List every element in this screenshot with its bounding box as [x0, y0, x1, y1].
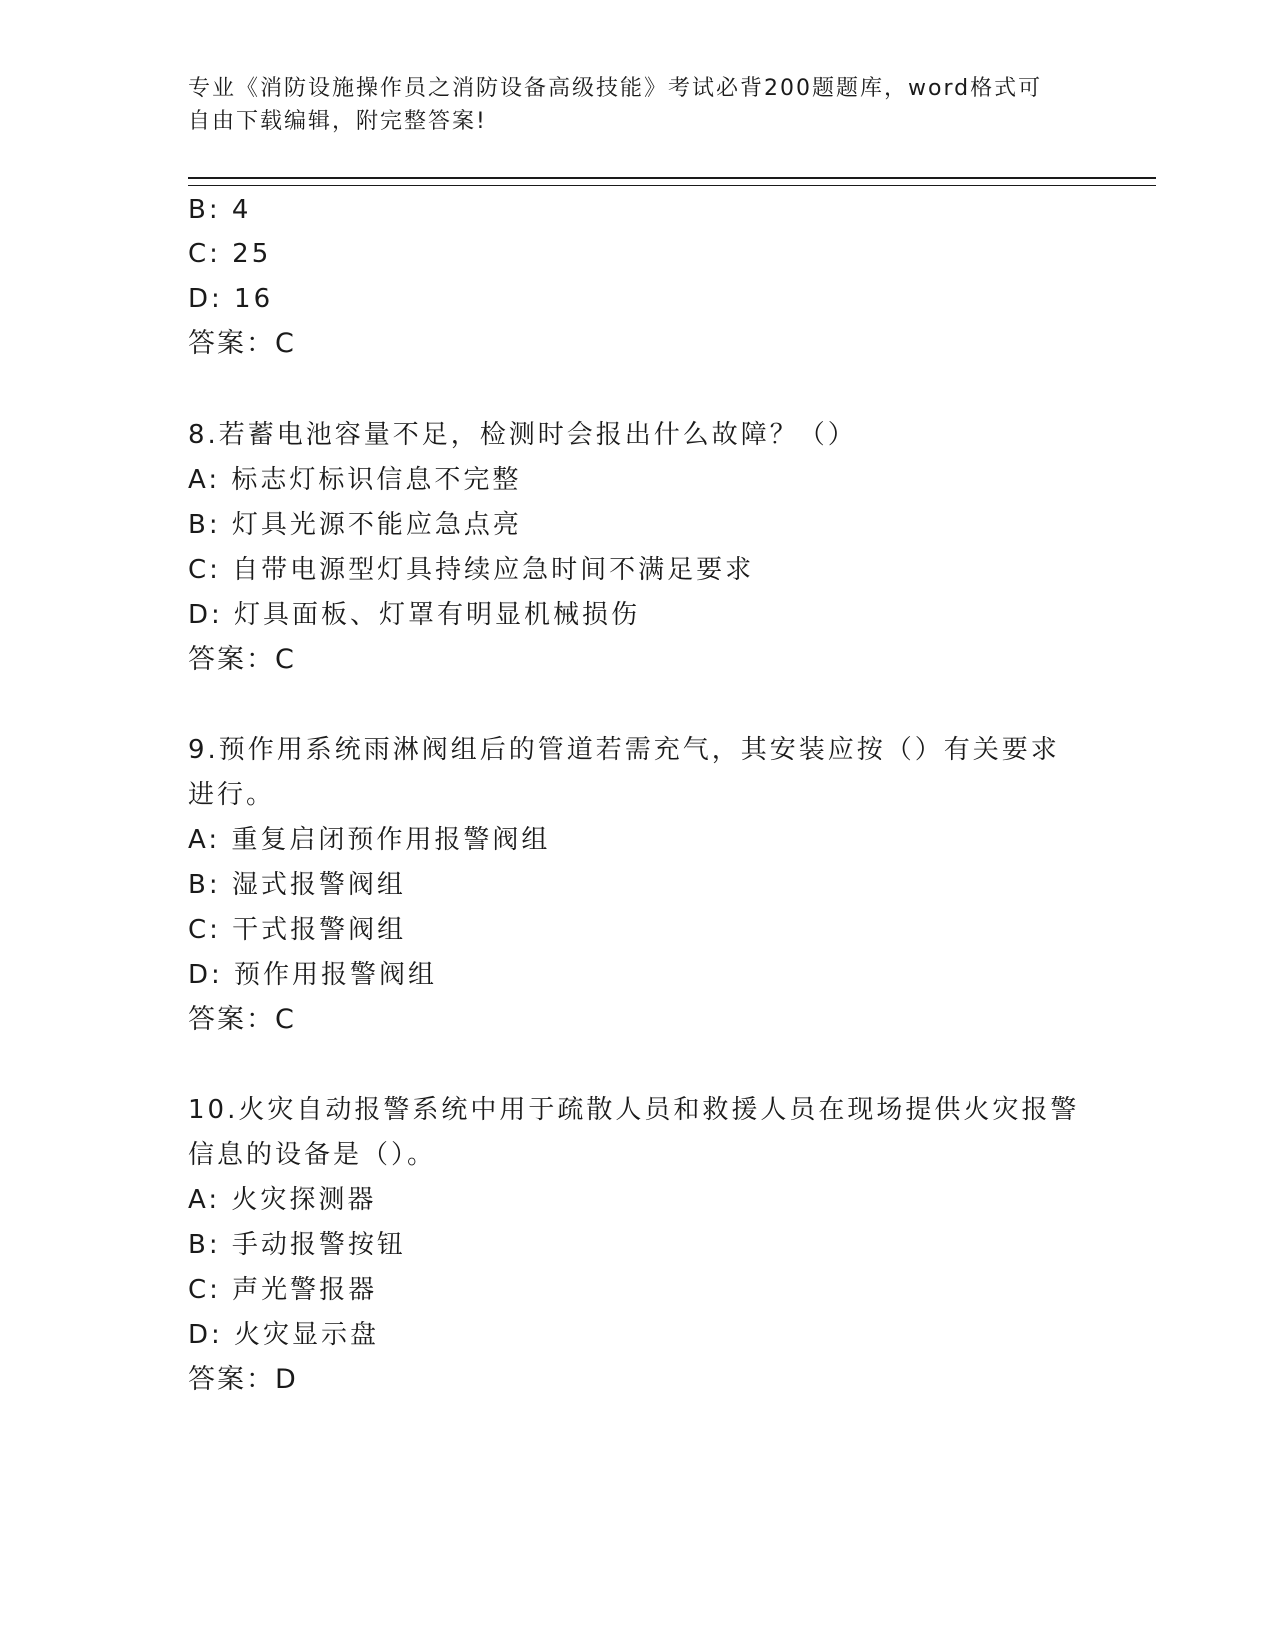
q9-stem-line-1: 9.预作用系统雨淋阀组后的管道若需充气，其安装应按（）有关要求	[188, 735, 1060, 765]
q10-option-a: A: 火灾探测器	[188, 1185, 377, 1215]
q10-option-b: B: 手动报警按钮	[188, 1230, 406, 1260]
q8-answer: 答案：C	[188, 644, 296, 675]
q10-stem-line-1: 10.火灾自动报警系统中用于疏散人员和救援人员在现场提供火灾报警	[188, 1095, 1080, 1125]
q9-option-c: C: 干式报警阀组	[188, 915, 407, 945]
q9-answer: 答案：C	[188, 1004, 296, 1035]
prev-option-b: B: 4	[188, 195, 252, 225]
q8-option-b: B: 灯具光源不能应急点亮	[188, 510, 522, 540]
header-title-line-1: 专业《消防设施操作员之消防设备高级技能》考试必背200题题库，word格式可	[188, 76, 1043, 101]
q9-stem-line-2: 进行。	[188, 780, 276, 810]
header-divider	[188, 177, 1156, 186]
q8-stem: 8.若蓄电池容量不足，检测时会报出什么故障？（）	[188, 420, 857, 450]
q10-stem-line-2: 信息的设备是（）。	[188, 1140, 437, 1170]
prev-option-d: D: 16	[188, 284, 274, 314]
document-header	[188, 72, 1068, 138]
prev-option-c: C: 25	[188, 239, 272, 269]
q10-option-d: D: 火灾显示盘	[188, 1320, 380, 1350]
q10-option-c: C: 声光警报器	[188, 1275, 378, 1305]
q9-option-b: B: 湿式报警阀组	[188, 870, 406, 900]
q8-option-d: D: 灯具面板、灯罩有明显机械损伤	[188, 600, 641, 630]
q8-option-c: C: 自带电源型灯具持续应急时间不满足要求	[188, 555, 755, 585]
q10-answer: 答案：D	[188, 1364, 298, 1395]
q9-option-d: D: 预作用报警阀组	[188, 960, 438, 990]
header-title-line-2: 自由下载编辑，附完整答案!	[188, 109, 487, 134]
q8-option-a: A: 标志灯标识信息不完整	[188, 465, 522, 495]
prev-answer: 答案：C	[188, 328, 296, 359]
q9-option-a: A: 重复启闭预作用报警阀组	[188, 825, 551, 855]
